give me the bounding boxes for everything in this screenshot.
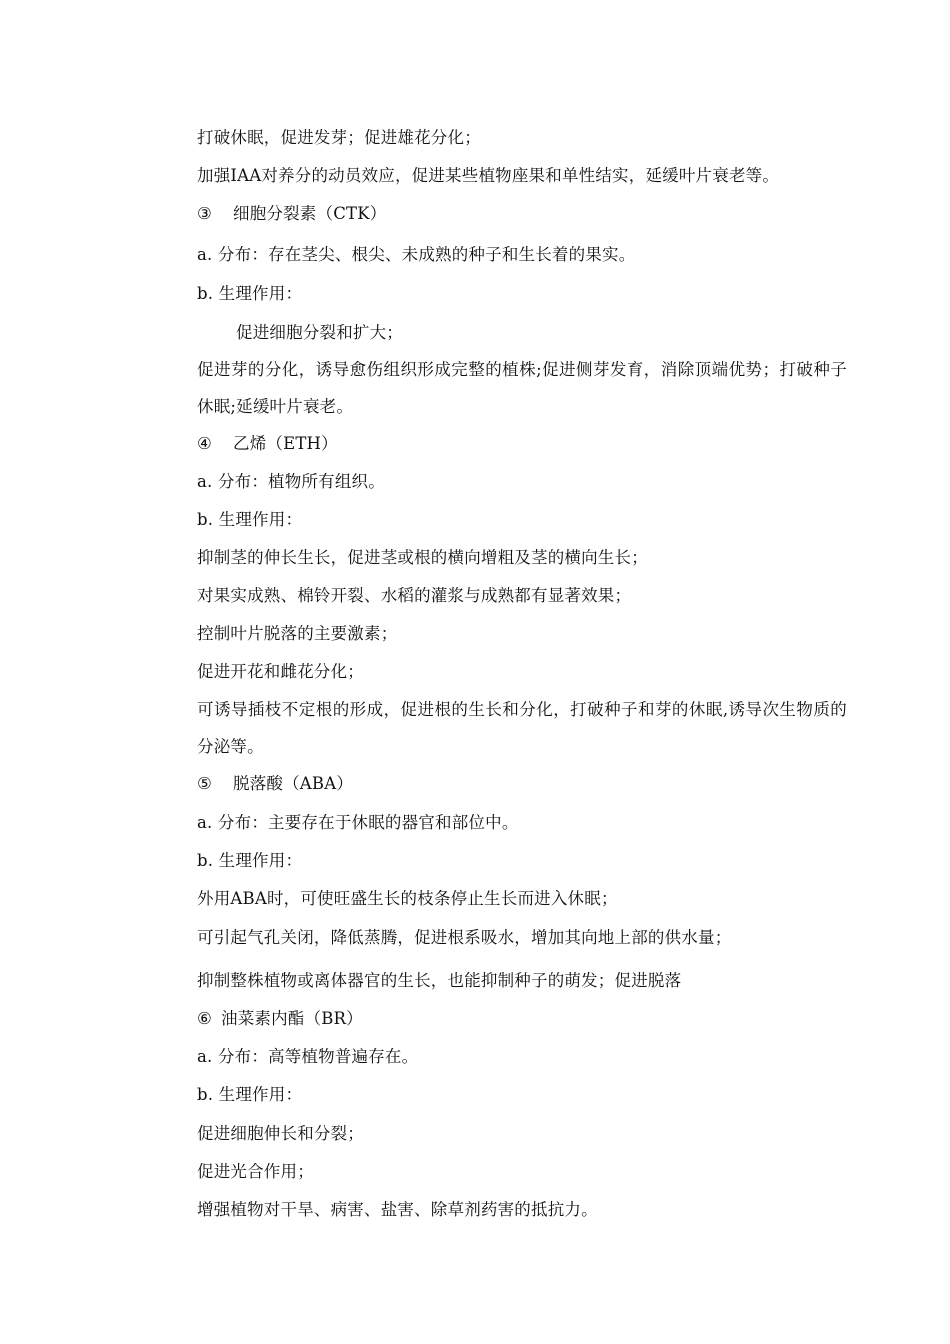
text-line: 促进细胞伸长和分裂； <box>197 1124 364 1143</box>
text-line: a. 分布：存在茎尖、根尖、未成熟的种子和生长着的果实。 <box>197 245 636 264</box>
text-line: 可引起气孔关闭，降低蒸腾，促进根系吸水，增加其向地上部的供水量； <box>197 928 732 947</box>
heading-label: 乙烯（ETH） <box>233 434 338 453</box>
text-line: a. 分布：高等植物普遍存在。 <box>197 1047 419 1066</box>
text-line: b. 生理作用： <box>197 510 303 529</box>
text-line: 促进细胞分裂和扩大； <box>236 323 403 342</box>
text-line: 外用ABA时，可使旺盛生长的枝条停止生长而进入休眠； <box>197 889 618 908</box>
text-paragraph: 促进芽的分化，诱导愈伤组织形成完整的植株;促进侧芽发育，消除顶端优势；打破种子休眠;延缓叶片衰老。 <box>197 360 847 416</box>
heading-number: ⑤ <box>197 774 212 793</box>
text-line: 促进光合作用； <box>197 1162 314 1181</box>
heading-number: ④ <box>197 434 212 453</box>
section-heading-br <box>197 1008 847 1030</box>
text-line: b. 生理作用： <box>197 284 303 303</box>
text-line: 增强植物对干旱、病害、盐害、除草剂药害的抵抗力。 <box>197 1200 598 1219</box>
text-line: b. 生理作用： <box>197 1085 303 1104</box>
text-paragraph: 可诱导插枝不定根的形成，促进根的生长和分化，打破种子和芽的休眠,诱导次生物质的分泌等。 <box>197 700 847 756</box>
heading-label: 油菜素内酯（BR） <box>221 1009 363 1028</box>
heading-number: ⑥ <box>197 1009 212 1028</box>
text-line: 加强IAA对养分的动员效应，促进某些植物座果和单性结实，延缓叶片衰老等。 <box>197 166 780 185</box>
text-line: 促进开花和雌花分化； <box>197 662 364 681</box>
section-heading-aba <box>197 773 847 795</box>
text-line: a. 分布：植物所有组织。 <box>197 472 385 491</box>
heading-label: 脱落酸（ABA） <box>233 774 354 793</box>
text-line: 抑制茎的伸长生长，促进茎或根的横向增粗及茎的横向生长； <box>197 548 648 567</box>
section-heading-ctk <box>197 203 847 225</box>
heading-label: 细胞分裂素（CTK） <box>233 204 387 223</box>
text-line: 对果实成熟、棉铃开裂、水稻的灌浆与成熟都有显著效果； <box>197 586 632 605</box>
section-heading-eth <box>197 433 847 455</box>
text-line: b. 生理作用： <box>197 851 303 870</box>
text-line: 控制叶片脱落的主要激素； <box>197 624 398 643</box>
text-line: a. 分布：主要存在于休眠的器官和部位中。 <box>197 813 519 832</box>
text-line: 打破休眠，促进发芽；促进雄花分化； <box>197 128 481 147</box>
text-line: 抑制整株植物或离体器官的生长，也能抑制种子的萌发；促进脱落 <box>197 971 682 990</box>
heading-number: ③ <box>197 204 212 223</box>
